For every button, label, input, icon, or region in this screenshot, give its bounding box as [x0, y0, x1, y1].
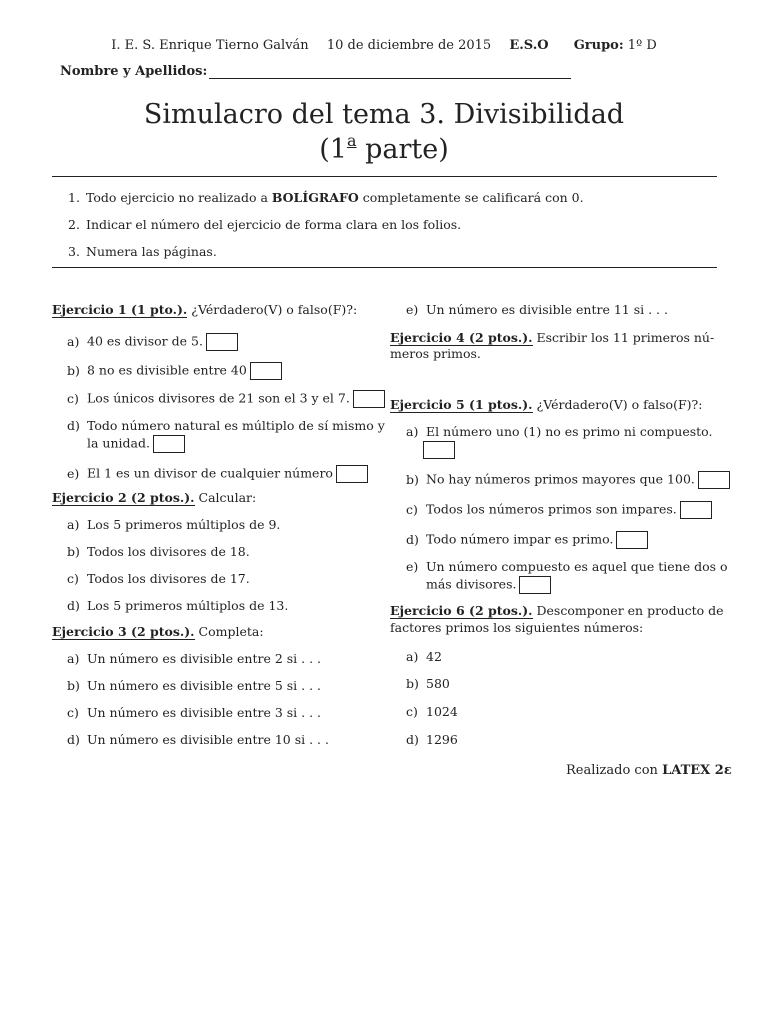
exercise-1-item-e: e) El 1 es un divisor de cualquier número — [67, 465, 368, 483]
exercise-6-item-d: d) 1296 — [406, 732, 458, 747]
exercise-1-item-c: c) Los únicos divisores de 21 son el 3 y el 7. — [67, 390, 385, 408]
exercise-4-heading-cont: meros primos. — [390, 346, 481, 361]
exercise-3-item-a: a) Un número es divisible entre 2 si . . . — [67, 651, 322, 666]
answer-box[interactable] — [353, 390, 385, 408]
divider-bottom — [52, 267, 717, 268]
exercise-1-heading: Ejercicio 1 (1 pto.). ¿Vérdadero(V) o falso(F)?: — [52, 302, 358, 317]
exercise-1-item-b: b) 8 no es divisible entre 40 — [67, 362, 282, 380]
answer-box[interactable] — [336, 465, 368, 483]
group-label: Grupo: — [573, 38, 624, 53]
exercise-1-item-d-cont: la unidad. — [87, 435, 185, 453]
exercise-6-heading: Ejercicio 6 (2 ptos.). Descomponer en producto de — [390, 603, 724, 618]
exercise-6-item-b: b) 580 — [406, 676, 450, 691]
instruction-2: 2. Indicar el número del ejercicio de forma clara en los folios. — [68, 217, 462, 232]
exercise-3-item-d: d) Un número es divisible entre 10 si . . . — [67, 732, 329, 747]
exercise-2-item-a: a) Los 5 primeros múltiplos de 9. — [67, 517, 281, 532]
exercise-3-item-b: b) Un número es divisible entre 5 si . . . — [67, 678, 322, 693]
exercise-1-item-d: d) Todo número natural es múltiplo de sí mismo y — [67, 418, 385, 433]
exam-date: 10 de diciembre de 2015 — [326, 38, 492, 53]
exercise-5-item-a: a) El número uno (1) no es primo ni compuesto. — [406, 424, 713, 439]
exercise-2-heading: Ejercicio 2 (2 ptos.). Calcular: — [52, 490, 257, 505]
instruction-3: 3. Numera las páginas. — [68, 244, 217, 259]
page-subtitle: (1$^a$ parte) — [319, 131, 449, 165]
name-label: Nombre y Apellidos: — [60, 64, 208, 79]
answer-box[interactable] — [616, 531, 648, 549]
footer-credit: Realizado con LATEX 2ε — [566, 763, 732, 778]
exercise-5-item-c: c) Todos los números primos son impares. — [406, 501, 712, 519]
exercise-5-item-e: e) Un número compuesto es aquel que tiene dos o — [406, 559, 728, 574]
name-field[interactable] — [209, 65, 571, 79]
latex-logo: LATEX 2ε — [662, 763, 732, 778]
instruction-1: 1. Todo ejercicio no realizado a BOLÍGRAFO completamente se calificará con 0. — [68, 190, 584, 205]
exercise-6-heading-cont: factores primos los siguientes números: — [390, 620, 644, 635]
header-line — [0, 38, 768, 53]
exercise-5-item-b: b) No hay números primos mayores que 100. — [406, 471, 730, 489]
name-row — [60, 64, 571, 79]
education-level: E.S.O — [509, 38, 549, 53]
exercise-5-item-e-cont: más divisores. — [426, 576, 551, 594]
exercise-2-item-d: d) Los 5 primeros múltiplos de 13. — [67, 598, 289, 613]
divider-top — [52, 176, 717, 177]
exercise-2-item-b: b) Todos los divisores de 18. — [67, 544, 250, 559]
exercise-5-item-d: d) Todo número impar es primo. — [406, 531, 648, 549]
answer-box[interactable] — [206, 333, 238, 351]
answer-box[interactable] — [680, 501, 712, 519]
exercise-2-item-c: c) Todos los divisores de 17. — [67, 571, 250, 586]
answer-box[interactable] — [153, 435, 185, 453]
exercise-1-item-a: a) 40 es divisor de 5. — [67, 333, 238, 351]
exercise-6-item-c: c) 1024 — [406, 704, 458, 719]
school-name: I. E. S. Enrique Tierno Galván — [111, 38, 309, 53]
answer-box[interactable] — [423, 441, 455, 459]
exercise-5-item-a-box — [423, 441, 455, 459]
exercise-3-item-e: e) Un número es divisible entre 11 si . . . — [406, 302, 668, 317]
page-title: Simulacro del tema 3. Divisibilidad — [143, 99, 625, 130]
group-value: 1º D — [627, 38, 657, 53]
exercise-3-item-c: c) Un número es divisible entre 3 si . . . — [67, 705, 322, 720]
answer-box[interactable] — [250, 362, 282, 380]
exercise-4-heading: Ejercicio 4 (2 ptos.). Escribir los 11 primeros nú- — [390, 330, 715, 345]
answer-box[interactable] — [519, 576, 551, 594]
exercise-5-heading: Ejercicio 5 (1 ptos.). ¿Vérdadero(V) o falso(F)?: — [390, 397, 703, 412]
exercise-6-item-a: a) 42 — [406, 649, 442, 664]
answer-box[interactable] — [698, 471, 730, 489]
exercise-3-heading: Ejercicio 3 (2 ptos.). Completa: — [52, 624, 264, 639]
